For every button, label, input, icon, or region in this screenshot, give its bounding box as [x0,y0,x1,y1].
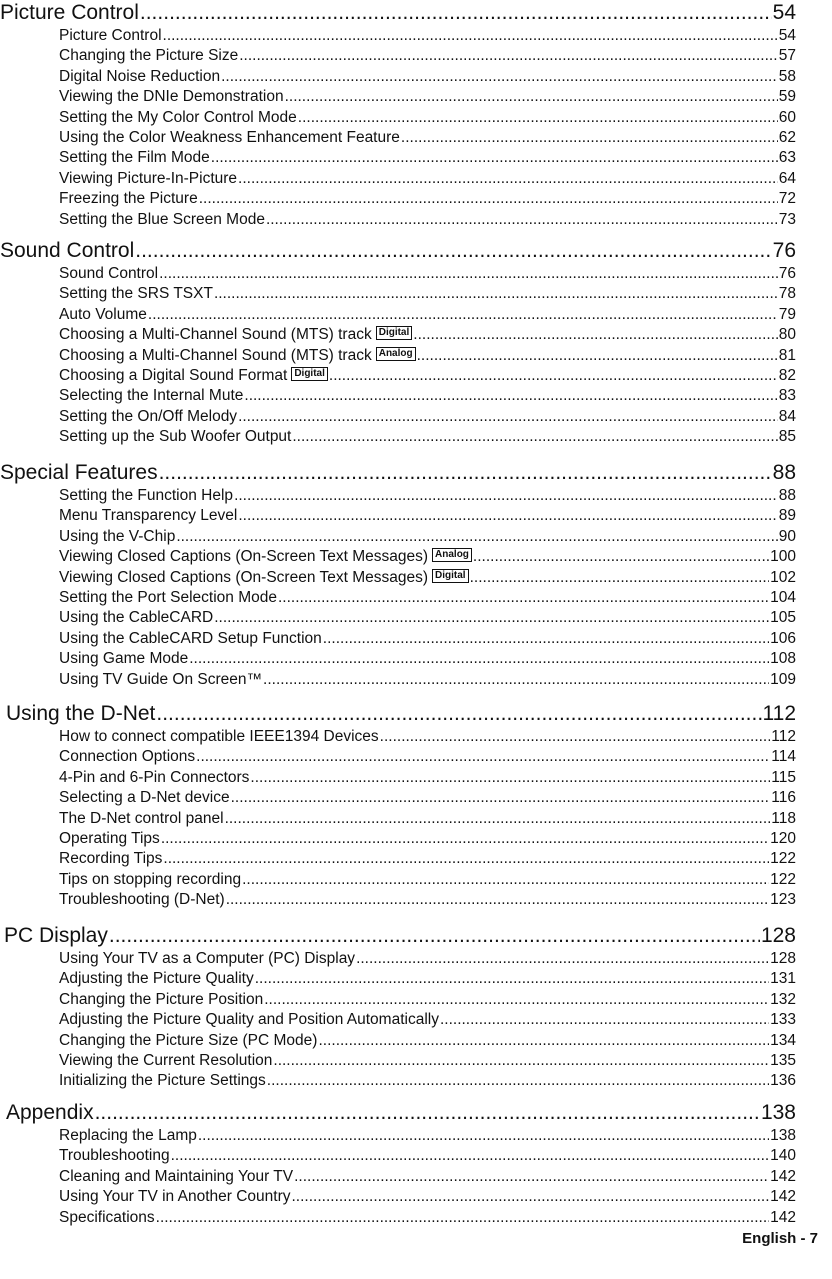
toc-entry[interactable] [59,768,796,788]
toc-entry-title: Picture Control [59,27,162,44]
toc-entry-title: Viewing the DNIe Demonstration [59,88,284,106]
toc-section-title: Picture Control [0,1,139,24]
toc-entry-title: Operating Tips [59,830,160,847]
toc-entry[interactable] [59,189,796,209]
toc-section-appendix[interactable] [6,1100,796,1126]
toc-entry-title: Selecting the Internal Mute [59,387,244,405]
analog-badge: Analog [432,548,472,562]
toc-entry[interactable] [59,809,796,829]
toc-entry-title: Recording Tips [59,850,163,868]
toc-entry[interactable] [59,486,796,506]
toc-entry-title: Changing the Picture Size [59,47,239,65]
toc-entry-page: 136 [770,1072,796,1090]
toc-entry-page: 142 [770,1188,796,1206]
toc-entry[interactable] [59,407,796,427]
leader-dots [380,727,771,747]
toc-entry[interactable] [59,890,796,910]
leader-dots [298,108,778,128]
leader-dots [163,849,769,869]
toc-entry[interactable] [59,629,796,649]
leader-dots [161,829,769,849]
toc-entry-page: 138 [770,1127,796,1144]
toc-entry[interactable] [59,26,796,46]
toc-entry[interactable] [59,210,796,230]
toc-entry-title: Replacing the Lamp [59,1127,197,1144]
toc-section-title: Using the D-Net [6,702,156,725]
toc-entry-title: Selecting a D-Net device [59,789,230,807]
toc-entry[interactable] [59,527,796,547]
toc-section-title: PC Display [4,924,108,947]
toc-entry[interactable] [59,1031,796,1051]
leader-dots [231,788,771,808]
toc-entry-page: 57 [778,47,796,65]
leader-dots [225,809,771,829]
leader-dots [250,768,770,788]
toc-entry-title: Troubleshooting [59,1147,170,1165]
toc-entry-page: 116 [771,789,796,807]
toc-entry[interactable] [59,670,796,690]
toc-entry-title: Viewing Picture-In-Picture [59,169,238,187]
toc-entry[interactable] [59,870,796,890]
toc-entry-title: Using Game Mode [59,650,189,668]
toc-entry-page: 82 [778,367,796,384]
toc-entry-title: Viewing Closed Captions (On-Screen Text Messages) Digital [59,568,469,588]
toc-entry-title: 4-Pin and 6-Pin Connectors [59,768,250,786]
toc-section-special-features[interactable] [0,460,796,486]
toc-entry-page: 60 [778,108,796,126]
leader-dots [255,969,769,989]
toc-entry-title: Using the CableCARD [59,609,214,627]
toc-entry[interactable] [59,1167,796,1187]
toc-entry[interactable] [59,849,796,869]
leader-dots [140,0,772,26]
toc-entry-page: 122 [770,850,796,868]
toc-entry[interactable] [59,1051,796,1071]
toc-entry-page: 73 [778,210,796,228]
toc-entry[interactable] [59,128,796,148]
leader-dots [285,87,778,107]
toc-entry-title: Freezing the Picture [59,190,198,208]
toc-entry-page: 100 [770,548,796,566]
toc-entry-page: 133 [770,1011,796,1029]
leader-dots [264,990,769,1010]
toc-section-title: Special Features [0,461,158,484]
toc-entry[interactable] [59,169,796,189]
toc-entry-page: 128 [770,950,796,967]
leader-dots [473,547,769,567]
toc-entry[interactable] [59,649,796,669]
leader-dots [417,346,778,366]
toc-entry-page: 140 [770,1147,796,1165]
leader-dots [95,1100,760,1126]
toc-entry[interactable] [59,1010,796,1030]
toc-entry-page: 84 [778,407,796,425]
toc-section-page: 138 [760,1101,796,1124]
leader-dots [176,527,777,547]
toc-section-sound-control[interactable] [0,238,796,264]
toc-entry-title: Using the Color Weakness Enhancement Feature [59,129,400,146]
toc-entry-title: Adjusting the Picture Quality and Position Automatically [59,1011,439,1029]
toc-entry-page: 63 [778,149,796,167]
toc-entry-page: 80 [778,326,796,344]
leader-dots [196,747,770,767]
toc-entry-page: 102 [770,568,796,586]
toc-entry[interactable] [59,568,796,588]
toc-entry[interactable] [59,427,796,447]
toc-entry[interactable] [59,1146,796,1166]
toc-entry[interactable] [59,727,796,747]
toc-entry-page: 120 [770,830,796,847]
toc-entry-title: Setting the Blue Screen Mode [59,210,265,228]
toc-entry-title: Cleaning and Maintaining Your TV [59,1167,294,1185]
toc-entry-page: 88 [778,487,796,504]
leader-dots [156,701,761,727]
toc-entry-title: Auto Volume [59,305,147,323]
toc-entry-title: Digital Noise Reduction [59,67,221,85]
toc-entry[interactable] [59,969,796,989]
toc-entry-title: How to connect compatible IEEE1394 Devices [59,728,379,745]
toc-section-page: 88 [772,461,796,484]
toc-entry-page: 108 [770,650,796,668]
toc-entry-page: 132 [770,990,796,1008]
page-footer: English - 7 [742,1230,818,1247]
toc-entry-page: 83 [778,387,796,405]
toc-entry-title: Using Your TV in Another Country [59,1188,291,1206]
toc-entry-page: 54 [778,27,796,44]
toc-entry[interactable] [59,346,796,366]
toc-entry-title: Specifications [59,1208,155,1226]
leader-dots [234,486,778,506]
toc-entry-title: Setting up the Sub Woofer Output [59,428,292,446]
toc-entry-page: 105 [770,609,796,627]
toc-entry-page: 112 [771,728,796,745]
toc-entry-page: 118 [771,809,796,827]
toc-entry-title: Viewing Closed Captions (On-Screen Text Messages) Analog [59,547,472,567]
leader-dots [356,949,769,969]
toc-entry[interactable] [59,588,796,608]
toc-section-page: 112 [762,702,796,725]
toc-entry-title: Setting the On/Off Melody [59,407,238,425]
toc-entry[interactable] [59,305,796,325]
toc-entry-title: Setting the Port Selection Mode [59,589,277,606]
toc-section-picture-control[interactable] [0,0,796,26]
toc-entry-page: 85 [778,428,796,446]
toc-entry-title: Using the CableCARD Setup Function [59,629,322,647]
toc-entry-page: 109 [770,670,796,688]
leader-dots [238,506,777,526]
toc-entry[interactable] [59,608,796,628]
toc-section-page: 54 [772,1,796,24]
leader-dots [109,923,760,949]
toc-entry-page: 114 [771,748,796,766]
toc-entry-title: Viewing the Current Resolution [59,1052,273,1069]
toc-entry-page: 59 [778,88,796,106]
toc-entry-page: 115 [771,768,796,786]
leader-dots [292,427,777,447]
toc-entry-title: Choosing a Multi-Channel Sound (MTS) track Analog [59,346,416,366]
digital-badge: Digital [376,326,413,340]
toc-section-title: Appendix [6,1101,94,1124]
toc-entry-page: 62 [778,129,796,146]
leader-dots [239,46,778,66]
toc-section-page: 128 [760,924,796,947]
leader-dots [189,649,769,669]
leader-dots [198,1126,769,1146]
leader-dots [440,1010,769,1030]
leader-dots [214,284,778,304]
toc-entry[interactable] [59,1071,796,1091]
leader-dots [242,870,769,890]
leader-dots [221,67,778,87]
leader-dots [159,264,778,284]
toc-entry-page: 122 [770,870,796,888]
leader-dots [278,588,769,608]
toc-entry-page: 123 [770,891,796,909]
toc-entry-page: 134 [770,1031,796,1049]
toc-entry[interactable] [59,284,796,304]
toc-section-page: 76 [772,239,796,262]
leader-dots [214,608,769,628]
toc-entry-page: 79 [778,305,796,323]
analog-badge: Analog [376,347,416,361]
leader-dots [318,1031,769,1051]
toc-entry-title: Setting the My Color Control Mode [59,108,297,126]
leader-dots [323,629,769,649]
toc-entry-page: 106 [770,629,796,647]
leader-dots [273,1051,769,1071]
toc-entry[interactable] [59,366,796,386]
toc-entry[interactable] [59,87,796,107]
toc-entry-title: Initializing the Picture Settings [59,1072,266,1090]
toc-entry-page: 104 [770,589,796,606]
toc-entry-page: 78 [778,285,796,303]
leader-dots [266,210,778,230]
toc-entry[interactable] [59,264,796,284]
toc-entry-page: 89 [778,507,796,525]
leader-dots [226,890,769,910]
leader-dots [163,26,778,46]
toc-entry-title: Troubleshooting (D-Net) [59,891,225,909]
toc-section-pc-display[interactable] [4,923,796,949]
leader-dots [292,1187,770,1207]
leader-dots [238,407,778,427]
leader-dots [294,1167,769,1187]
leader-dots [148,305,778,325]
toc-entry[interactable] [59,325,796,345]
leader-dots [135,238,771,264]
toc-entry-page: 72 [778,190,796,208]
toc-section-title: Sound Control [0,239,135,262]
digital-badge: Digital [291,367,328,381]
leader-dots [199,189,778,209]
leader-dots [413,325,777,345]
toc-entry-title: Choosing a Multi-Channel Sound (MTS) track Digital [59,325,412,345]
toc-entry-page: 90 [778,527,796,545]
toc-entry-title: Tips on stopping recording [59,870,242,888]
toc-entry[interactable] [59,1187,796,1207]
toc-entry-page: 131 [770,970,796,988]
toc-entry[interactable] [59,747,796,767]
toc-entry-page: 81 [778,346,796,364]
toc-entry-title: The D-Net control panel [59,809,224,827]
toc-entry-title: Menu Transparency Level [59,507,238,525]
toc-entry-page: 76 [778,265,796,282]
leader-dots [329,366,778,386]
leader-dots [159,460,772,486]
toc-entry[interactable] [59,148,796,168]
toc-entry[interactable] [59,949,796,969]
toc-entry-title: Setting the SRS TSXT [59,285,213,303]
toc-entry[interactable] [59,547,796,567]
toc-entry-title: Using TV Guide On Screen™ [59,670,263,688]
toc-entry-title: Connection Options [59,748,196,766]
toc-entry-page: 142 [770,1167,796,1185]
toc-entry-title: Sound Control [59,265,159,282]
toc-entry[interactable] [59,1208,796,1228]
leader-dots [238,169,778,189]
leader-dots [267,1071,769,1091]
toc-entry[interactable] [59,67,796,87]
toc-entry-page: 58 [778,67,796,85]
toc-entry-page: 64 [778,169,796,187]
toc-entry[interactable] [59,46,796,66]
leader-dots [171,1146,770,1166]
toc-entry[interactable] [59,990,796,1010]
leader-dots [401,128,778,148]
toc-entry-title: Changing the Picture Position [59,990,264,1008]
digital-badge: Digital [432,569,469,583]
toc-entry[interactable] [59,829,796,849]
toc-entry-title: Setting the Film Mode [59,149,210,167]
leader-dots [244,386,777,406]
toc-entry[interactable] [59,506,796,526]
toc-entry-title: Using Your TV as a Computer (PC) Display [59,950,356,967]
toc-entry-page: 142 [770,1208,796,1226]
toc-entry[interactable] [59,386,796,406]
toc-entry[interactable] [59,788,796,808]
toc-entry-title: Setting the Function Help [59,487,234,504]
toc-entry[interactable] [59,108,796,128]
leader-dots [263,670,769,690]
toc-entry-title: Choosing a Digital Sound Format Digital [59,366,328,386]
leader-dots [211,148,778,168]
toc-entry[interactable] [59,1126,796,1146]
leader-dots [470,568,770,588]
toc-entry-page: 135 [770,1052,796,1069]
toc-entry-title: Using the V-Chip [59,527,176,545]
toc-entry-title: Adjusting the Picture Quality [59,970,254,988]
leader-dots [156,1208,769,1228]
toc-entry-title: Changing the Picture Size (PC Mode) [59,1031,318,1049]
toc-section-using-the-d-net[interactable] [6,701,796,727]
